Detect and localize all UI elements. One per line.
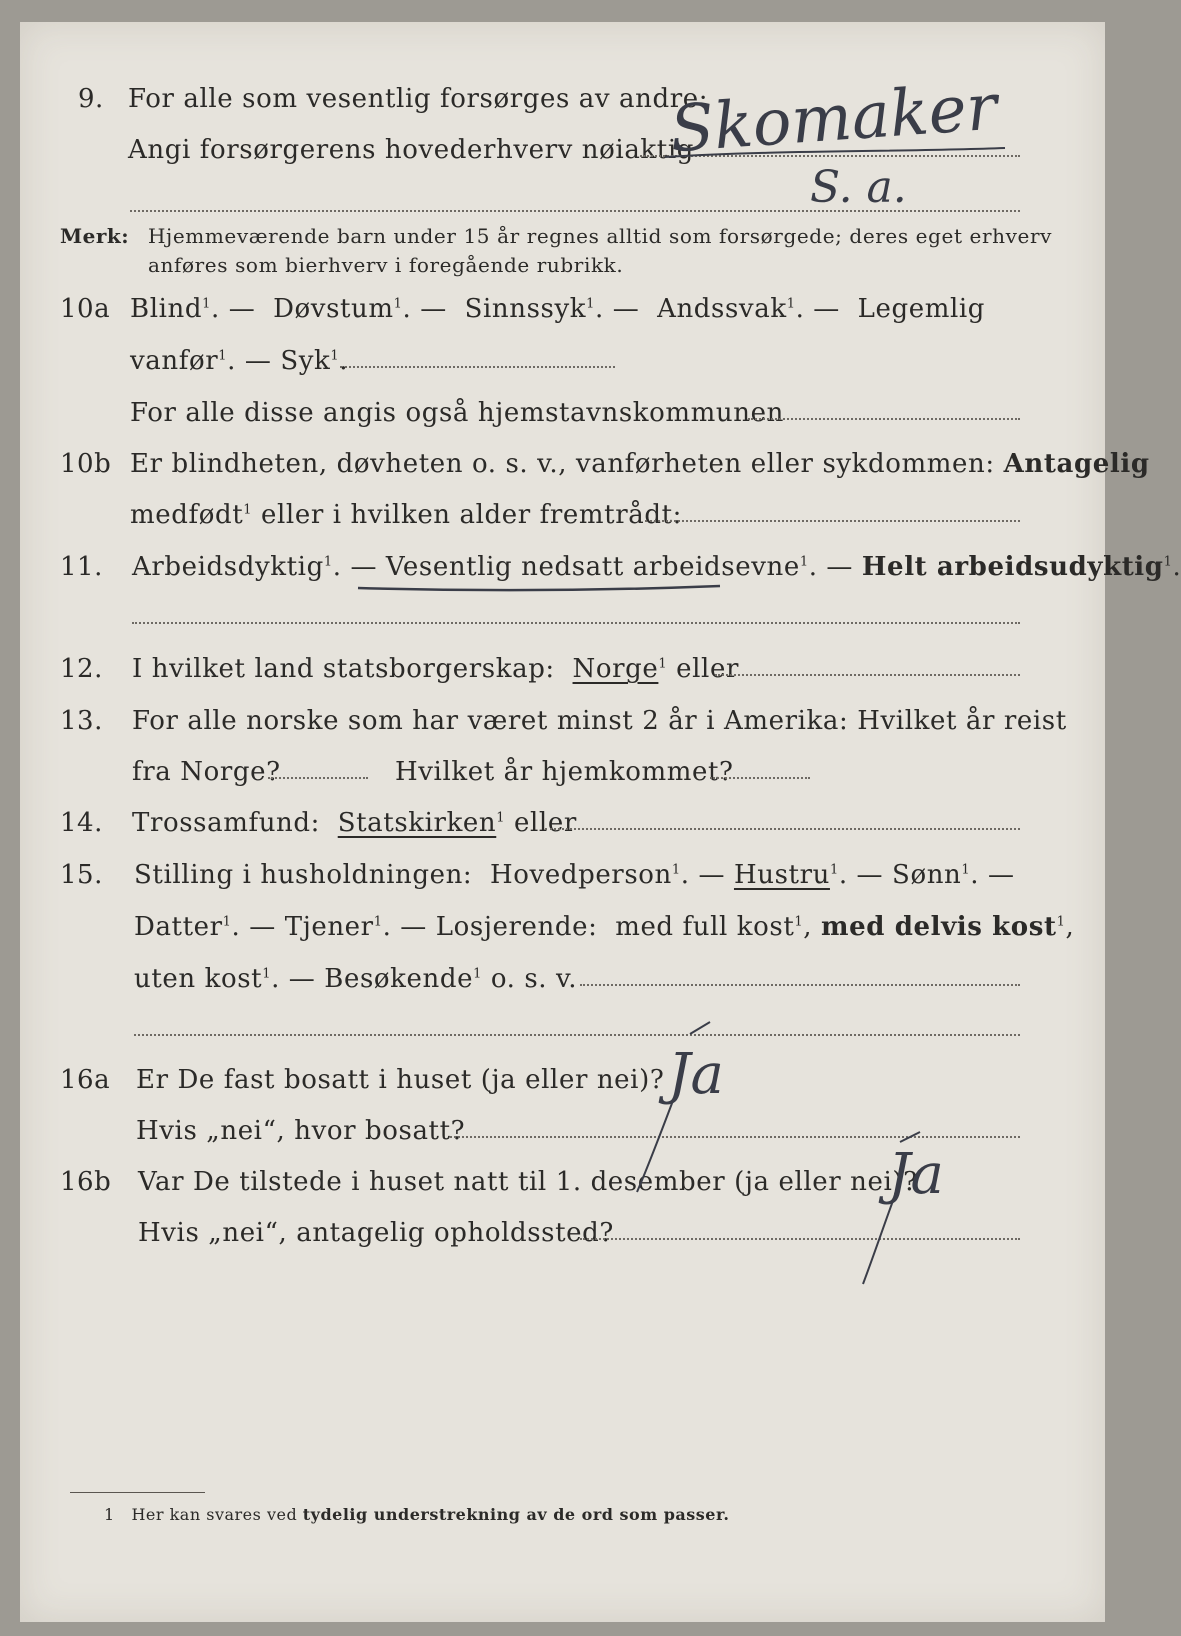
merk-line1: Hjemmeværende barn under 15 år regnes alltid som forsørgede; deres eget erhverv	[148, 224, 1053, 248]
q13-line1: For alle norske som har været minst 2 år i Amerika: Hvilket år reist	[132, 706, 1067, 736]
q9-handwritten-answer: Skomaker	[667, 70, 1000, 168]
q16a-handwritten-answer: Ja	[668, 1042, 724, 1107]
opt-sinnssyk: Sinnssyk	[464, 294, 587, 324]
opt-arbeidsdyktig: Arbeidsdyktig	[132, 552, 324, 582]
merk-label: Merk:	[60, 224, 130, 248]
q13-line2a: fra Norge?	[132, 757, 281, 787]
opt-vanfor: vanfør	[130, 346, 219, 376]
q16a-line2: Hvis „nei“, hvor bosatt?	[136, 1116, 466, 1146]
q15-number: 15.	[60, 860, 103, 890]
q13-line2b: Hvilket år hjemkommet?	[395, 757, 734, 787]
footnote: 1 Her kan svares ved tydelig understrekning av de ord som passer.	[104, 1505, 730, 1524]
q16b-handwritten-answer: Ja	[888, 1142, 944, 1207]
q10a-number: 10a	[60, 294, 111, 324]
q10a-line2: vanfør$^1$. — Syk$^1$.	[130, 346, 349, 376]
q9-handwritten-sa: S. a.	[810, 162, 907, 213]
q16b-line1: Var De tilstede i huset natt til 1. desember (ja eller nei)?	[138, 1167, 918, 1197]
q10b-line1: Er blindheten, døvheten o. s. v., vanførheten eller sykdommen: Antagelig	[130, 449, 1150, 479]
q9-number: 9.	[78, 84, 104, 114]
q16a-line1: Er De fast bosatt i huset (ja eller nei)?	[136, 1065, 665, 1095]
opt-syk: Syk	[280, 346, 331, 376]
opt-hustru-underlined: Hustru	[733, 860, 830, 890]
q12-number: 12.	[60, 654, 103, 684]
q16a-number: 16a	[60, 1065, 111, 1095]
q10a-line3: For alle disse angis også hjemstavnskommunen	[130, 398, 784, 428]
q9-line2: Angi forsørgerens hovederhverv nøiaktig	[128, 135, 694, 165]
q16b-number: 16b	[60, 1167, 112, 1197]
q11-number: 11.	[60, 552, 103, 582]
opt-blind: Blind	[130, 294, 203, 324]
q11-line: Arbeidsdyktig$^1$. — Vesentlig nedsatt arbeidsevne$^1$. — Helt arbeidsudyktig$^1$.	[132, 552, 1181, 582]
q9-line1: For alle som vesentlig forsørges av andre:	[128, 84, 709, 114]
q15-line3: uten kost$^1$. — Besøkende$^1$ o. s. v.	[134, 964, 578, 994]
pen-strokes	[20, 22, 1105, 1622]
opt-legemlig: Legemlig	[857, 294, 986, 324]
q12-line: I hvilket land statsborgerskap: Norge$^1$ eller	[132, 654, 739, 684]
q10b-line2: medfødt$^1$ eller i hvilken alder fremtrådt:	[130, 500, 682, 530]
opt-andssvak: Andssvak	[657, 294, 787, 324]
opt-statskirken-underlined: Statskirken	[337, 808, 497, 838]
q15-line1: Stilling i husholdningen: Hovedperson$^1$. — Hustru$^1$. — Sønn$^1$. —	[134, 860, 1015, 890]
q10a-line1: Blind$^1$. — Døvstum$^1$. — Sinnssyk$^1$. — Andssvak$^1$. — Legemlig	[130, 294, 986, 324]
merk-line2: anføres som bierhverv i foregående rubrikk.	[148, 253, 624, 277]
census-form-page	[20, 22, 1181, 1622]
q16b-line2: Hvis „nei“, antagelig opholdssted?	[138, 1218, 614, 1248]
opt-dovstum: Døvstum	[273, 294, 394, 324]
q15-line2: Datter$^1$. — Tjener$^1$. — Losjerende: med full kost$^1$, med delvis kost$^1$,	[134, 912, 1075, 942]
q14-number: 14.	[60, 808, 103, 838]
q14-line: Trossamfund: Statskirken$^1$ eller	[132, 808, 577, 838]
opt-norge-underlined: Norge	[572, 654, 659, 684]
opt-udyktig: Helt arbeidsudyktig	[861, 552, 1164, 582]
opt-nedsatt-marked: Vesentlig nedsatt arbeidsevne	[385, 552, 800, 582]
q10b-number: 10b	[60, 449, 112, 479]
q13-number: 13.	[60, 706, 103, 736]
